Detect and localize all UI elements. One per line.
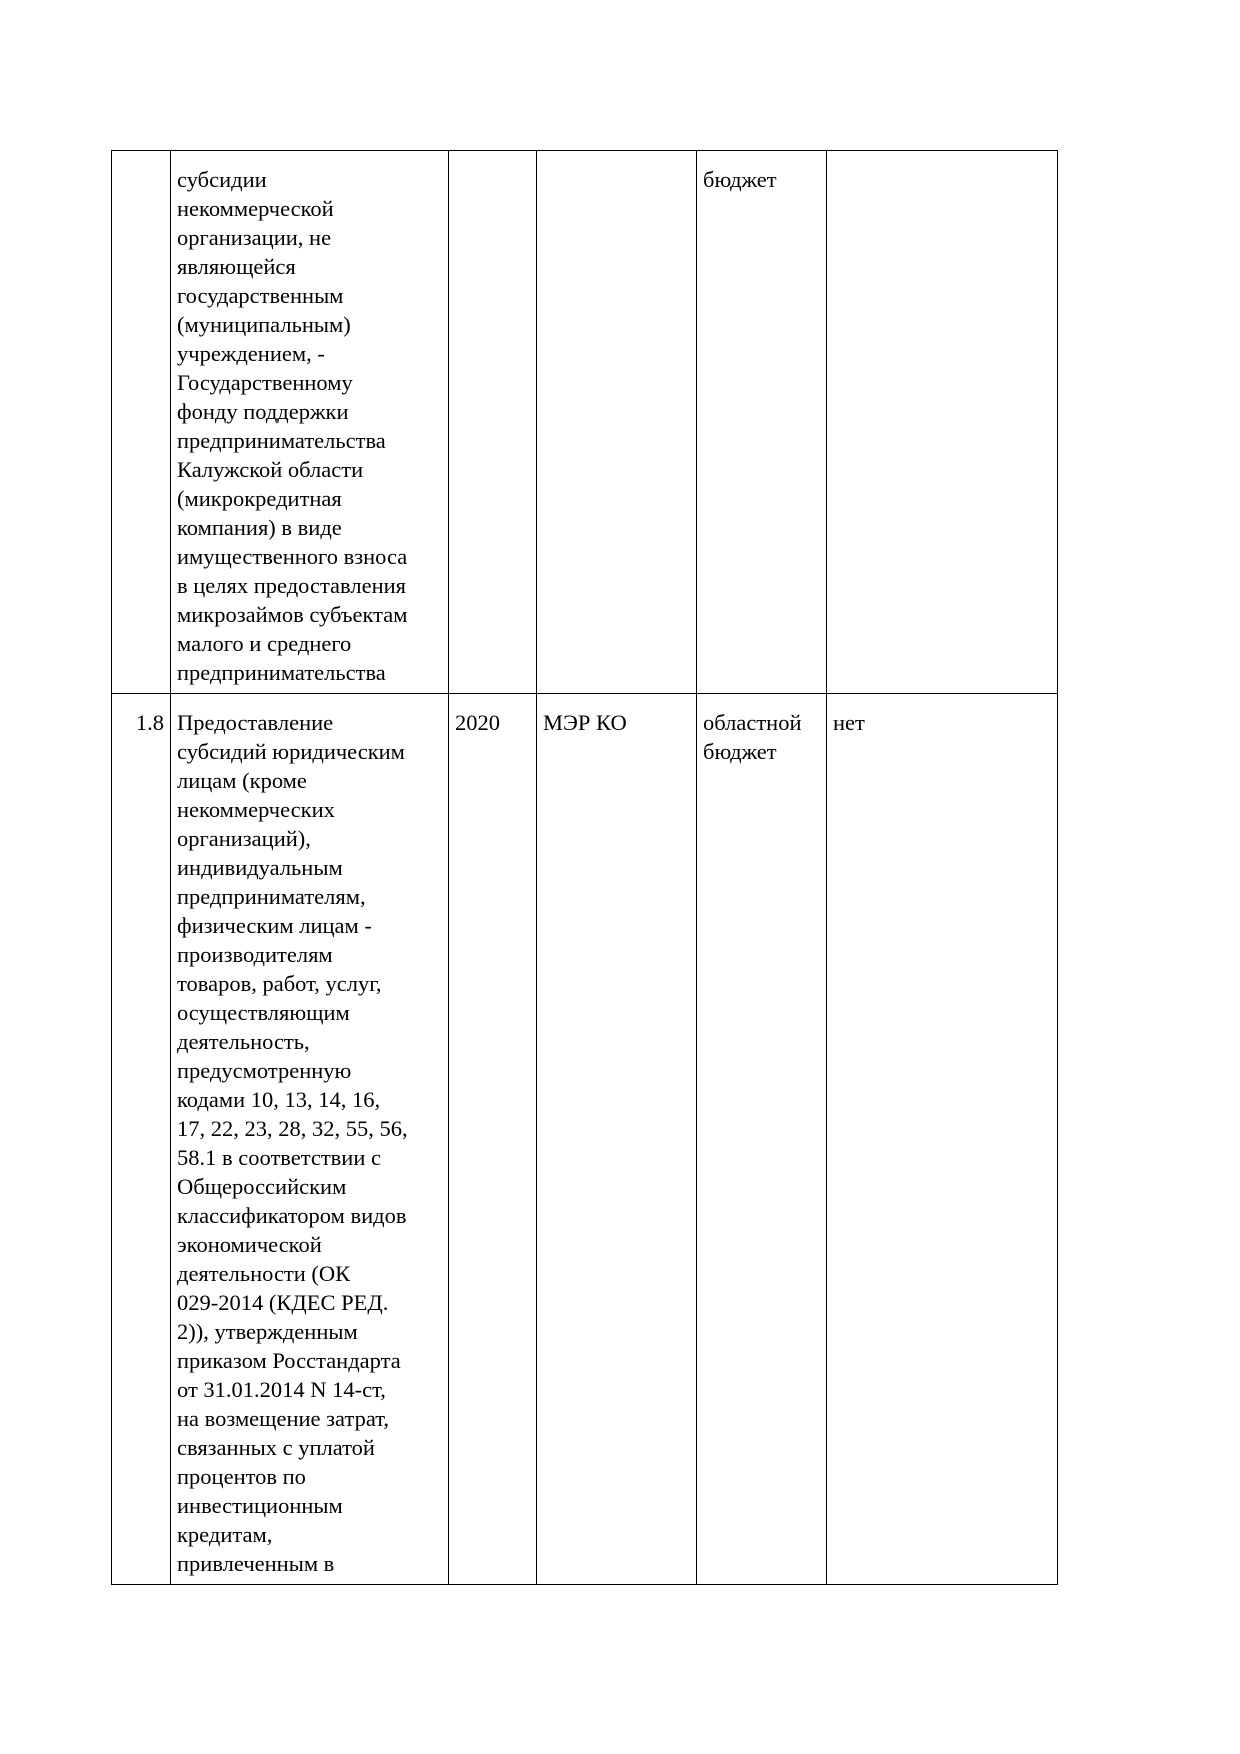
executor-cell [537, 151, 697, 694]
year-cell [449, 151, 537, 694]
note-cell: нет [827, 694, 1058, 1585]
table-row [112, 694, 1058, 1585]
program-measures-table [111, 150, 1058, 1585]
executor-cell: МЭР КО [537, 694, 697, 1585]
funding-source-cell: бюджет [697, 151, 827, 694]
funding-source-cell: областной бюджет [697, 694, 827, 1585]
note-cell [827, 151, 1058, 694]
table-row [112, 151, 1058, 694]
year-cell: 2020 [449, 694, 537, 1585]
measure-name-cell: субсидии некоммерческой организации, не являющейся государственным (муниципальным) учреждением, - Государственному фонду поддержки предпринимательства Калужской области (микрокредитная компания) в виде имущественного взноса в целях предоставления микрозаймов субъектам малого и среднего предпринимательства [171, 151, 449, 694]
measure-name-cell: Предоставление субсидий юридическим лицам (кроме некоммерческих организаций), индивидуальным предпринимателям, физическим лицам - производителям товаров, работ, услуг, осуществляющим деятельность, предусмотренную кодами 10, 13, 14, 16, 17, 22, 23, 28, 32, 55, 56, 58.1 в соответствии с Общероссийским классификатором видов экономической деятельности (ОК 029-2014 (КДЕС РЕД. 2)), утвержденным приказом Росстандарта от 31.01.2014 N 14-ст, на возмещение затрат, связанных с уплатой процентов по инвестиционным кредитам, привлеченным в [171, 694, 449, 1585]
row-number-cell [112, 151, 171, 694]
row-number-cell: 1.8 [112, 694, 171, 1585]
